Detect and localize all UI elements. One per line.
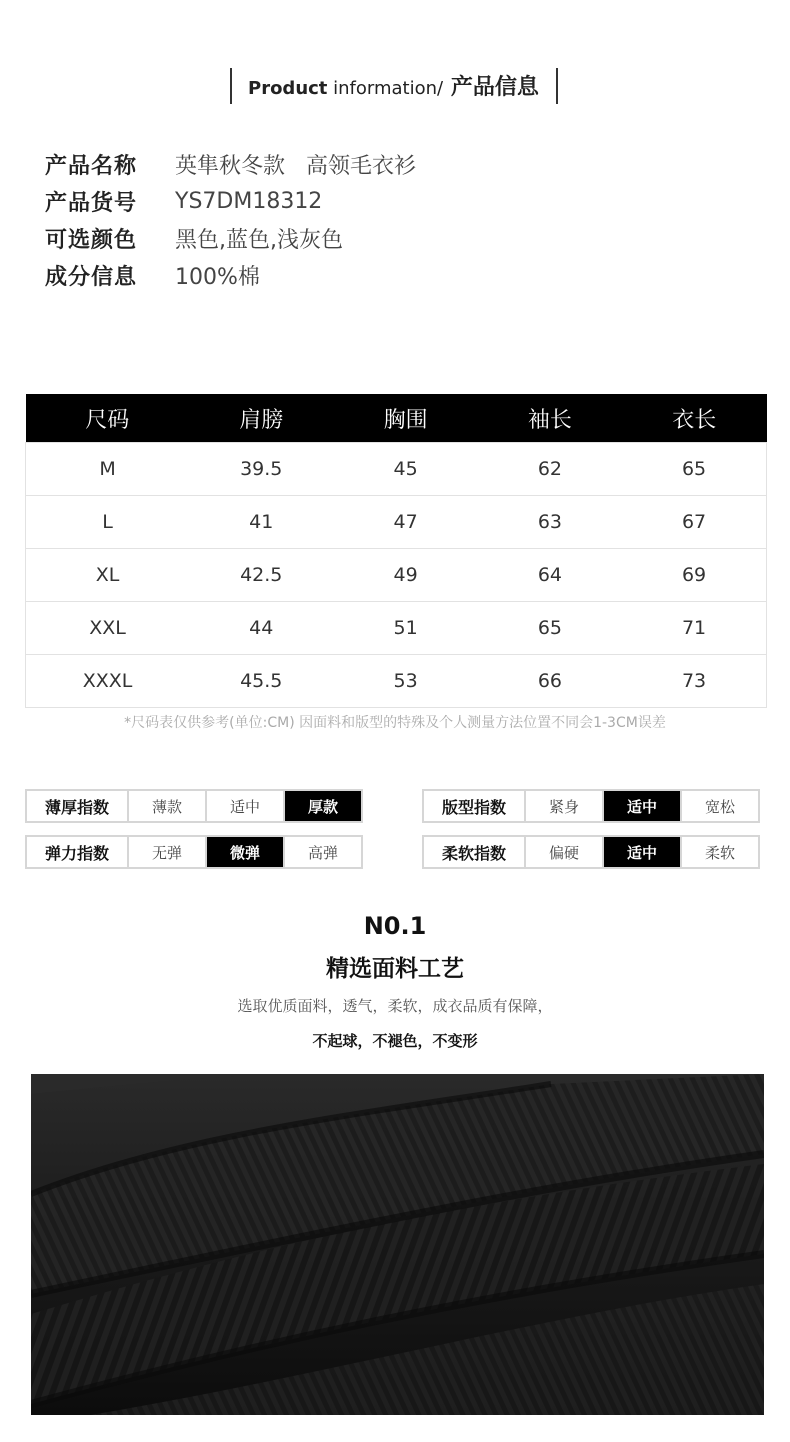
section-title: 精选面料工艺 bbox=[326, 956, 464, 982]
size-table-header-cell: 衣长 bbox=[622, 394, 766, 443]
size-table-header-cell: 肩膀 bbox=[189, 394, 333, 443]
table-row bbox=[26, 549, 767, 602]
table-cell: 45 bbox=[333, 443, 477, 496]
table-cell: 73 bbox=[622, 655, 766, 708]
info-value: 英隼秋冬款 高领毛衣衫 bbox=[175, 154, 416, 179]
index-label: 弹力指数 bbox=[26, 836, 128, 868]
index-label: 薄厚指数 bbox=[26, 790, 128, 822]
table-cell: 69 bbox=[622, 549, 766, 602]
table-row bbox=[26, 443, 767, 496]
size-note: *尺码表仅供参考(单位:CM) 因面料和版型的特殊及个人测量方法位置不同会1-3CM误差 bbox=[124, 715, 666, 731]
index-option: 高弹 bbox=[284, 836, 362, 868]
index-thickness bbox=[25, 789, 363, 823]
header-title-en: information bbox=[327, 78, 438, 99]
info-row-sku bbox=[45, 183, 416, 220]
header-title-sep: / bbox=[437, 78, 449, 99]
table-cell: L bbox=[26, 496, 190, 549]
index-option: 薄款 bbox=[128, 790, 206, 822]
index-option: 宽松 bbox=[681, 790, 759, 822]
table-cell: 42.5 bbox=[189, 549, 333, 602]
index-option-selected: 厚款 bbox=[284, 790, 362, 822]
table-cell: XXL bbox=[26, 602, 190, 655]
section-header bbox=[230, 66, 558, 106]
info-label: 产品货号 bbox=[45, 191, 138, 216]
info-label: 可选颜色 bbox=[45, 228, 138, 253]
table-cell: 71 bbox=[622, 602, 766, 655]
header-divider-right bbox=[556, 68, 558, 104]
index-label: 柔软指数 bbox=[423, 836, 525, 868]
table-cell: 62 bbox=[478, 443, 622, 496]
header-divider-left bbox=[230, 68, 232, 104]
table-cell: 45.5 bbox=[189, 655, 333, 708]
info-value: 100%棉 bbox=[175, 265, 260, 290]
table-cell: 47 bbox=[333, 496, 477, 549]
size-table bbox=[25, 394, 767, 708]
table-cell: 44 bbox=[189, 602, 333, 655]
index-label: 版型指数 bbox=[423, 790, 525, 822]
table-cell: 65 bbox=[622, 443, 766, 496]
table-cell: 53 bbox=[333, 655, 477, 708]
section-description-bold: 不起球，不褪色，不变形 bbox=[312, 1032, 478, 1050]
index-option: 柔软 bbox=[681, 836, 759, 868]
index-option: 适中 bbox=[206, 790, 284, 822]
index-option: 偏硬 bbox=[525, 836, 603, 868]
table-cell: 39.5 bbox=[189, 443, 333, 496]
index-option: 紧身 bbox=[525, 790, 603, 822]
section-number: N0.1 bbox=[363, 912, 427, 940]
size-table-header bbox=[26, 394, 767, 443]
table-row bbox=[26, 655, 767, 708]
header-title bbox=[248, 70, 539, 101]
table-row bbox=[26, 496, 767, 549]
product-info bbox=[45, 146, 416, 294]
info-row-name bbox=[45, 146, 416, 183]
info-value: YS7DM18312 bbox=[175, 189, 323, 214]
info-label: 成分信息 bbox=[45, 265, 138, 290]
table-cell: 64 bbox=[478, 549, 622, 602]
index-option-selected: 适中 bbox=[603, 790, 681, 822]
index-option-selected: 微弹 bbox=[206, 836, 284, 868]
table-cell: 41 bbox=[189, 496, 333, 549]
table-cell: XL bbox=[26, 549, 190, 602]
table-cell: 49 bbox=[333, 549, 477, 602]
size-table-header-cell: 胸围 bbox=[333, 394, 477, 443]
index-softness bbox=[422, 835, 760, 869]
index-option: 无弹 bbox=[128, 836, 206, 868]
header-title-cn: 产品信息 bbox=[450, 75, 539, 100]
table-cell: 63 bbox=[478, 496, 622, 549]
table-cell: 67 bbox=[622, 496, 766, 549]
table-cell: 65 bbox=[478, 602, 622, 655]
index-option-selected: 适中 bbox=[603, 836, 681, 868]
info-value: 黑色,蓝色,浅灰色 bbox=[175, 228, 343, 253]
table-row bbox=[26, 602, 767, 655]
info-row-material bbox=[45, 257, 416, 294]
info-label: 产品名称 bbox=[45, 154, 138, 179]
size-table-header-cell: 尺码 bbox=[26, 394, 190, 443]
index-fit bbox=[422, 789, 760, 823]
table-cell: XXXL bbox=[26, 655, 190, 708]
table-cell: 51 bbox=[333, 602, 477, 655]
header-title-en-bold: Product bbox=[248, 78, 328, 99]
fabric-closeup-image bbox=[31, 1074, 764, 1415]
size-table-header-cell: 袖长 bbox=[478, 394, 622, 443]
info-row-colors bbox=[45, 220, 416, 257]
index-elasticity bbox=[25, 835, 363, 869]
section-description: 选取优质面料，透气，柔软，成衣品质有保障， bbox=[237, 997, 553, 1015]
table-cell: M bbox=[26, 443, 190, 496]
table-cell: 66 bbox=[478, 655, 622, 708]
